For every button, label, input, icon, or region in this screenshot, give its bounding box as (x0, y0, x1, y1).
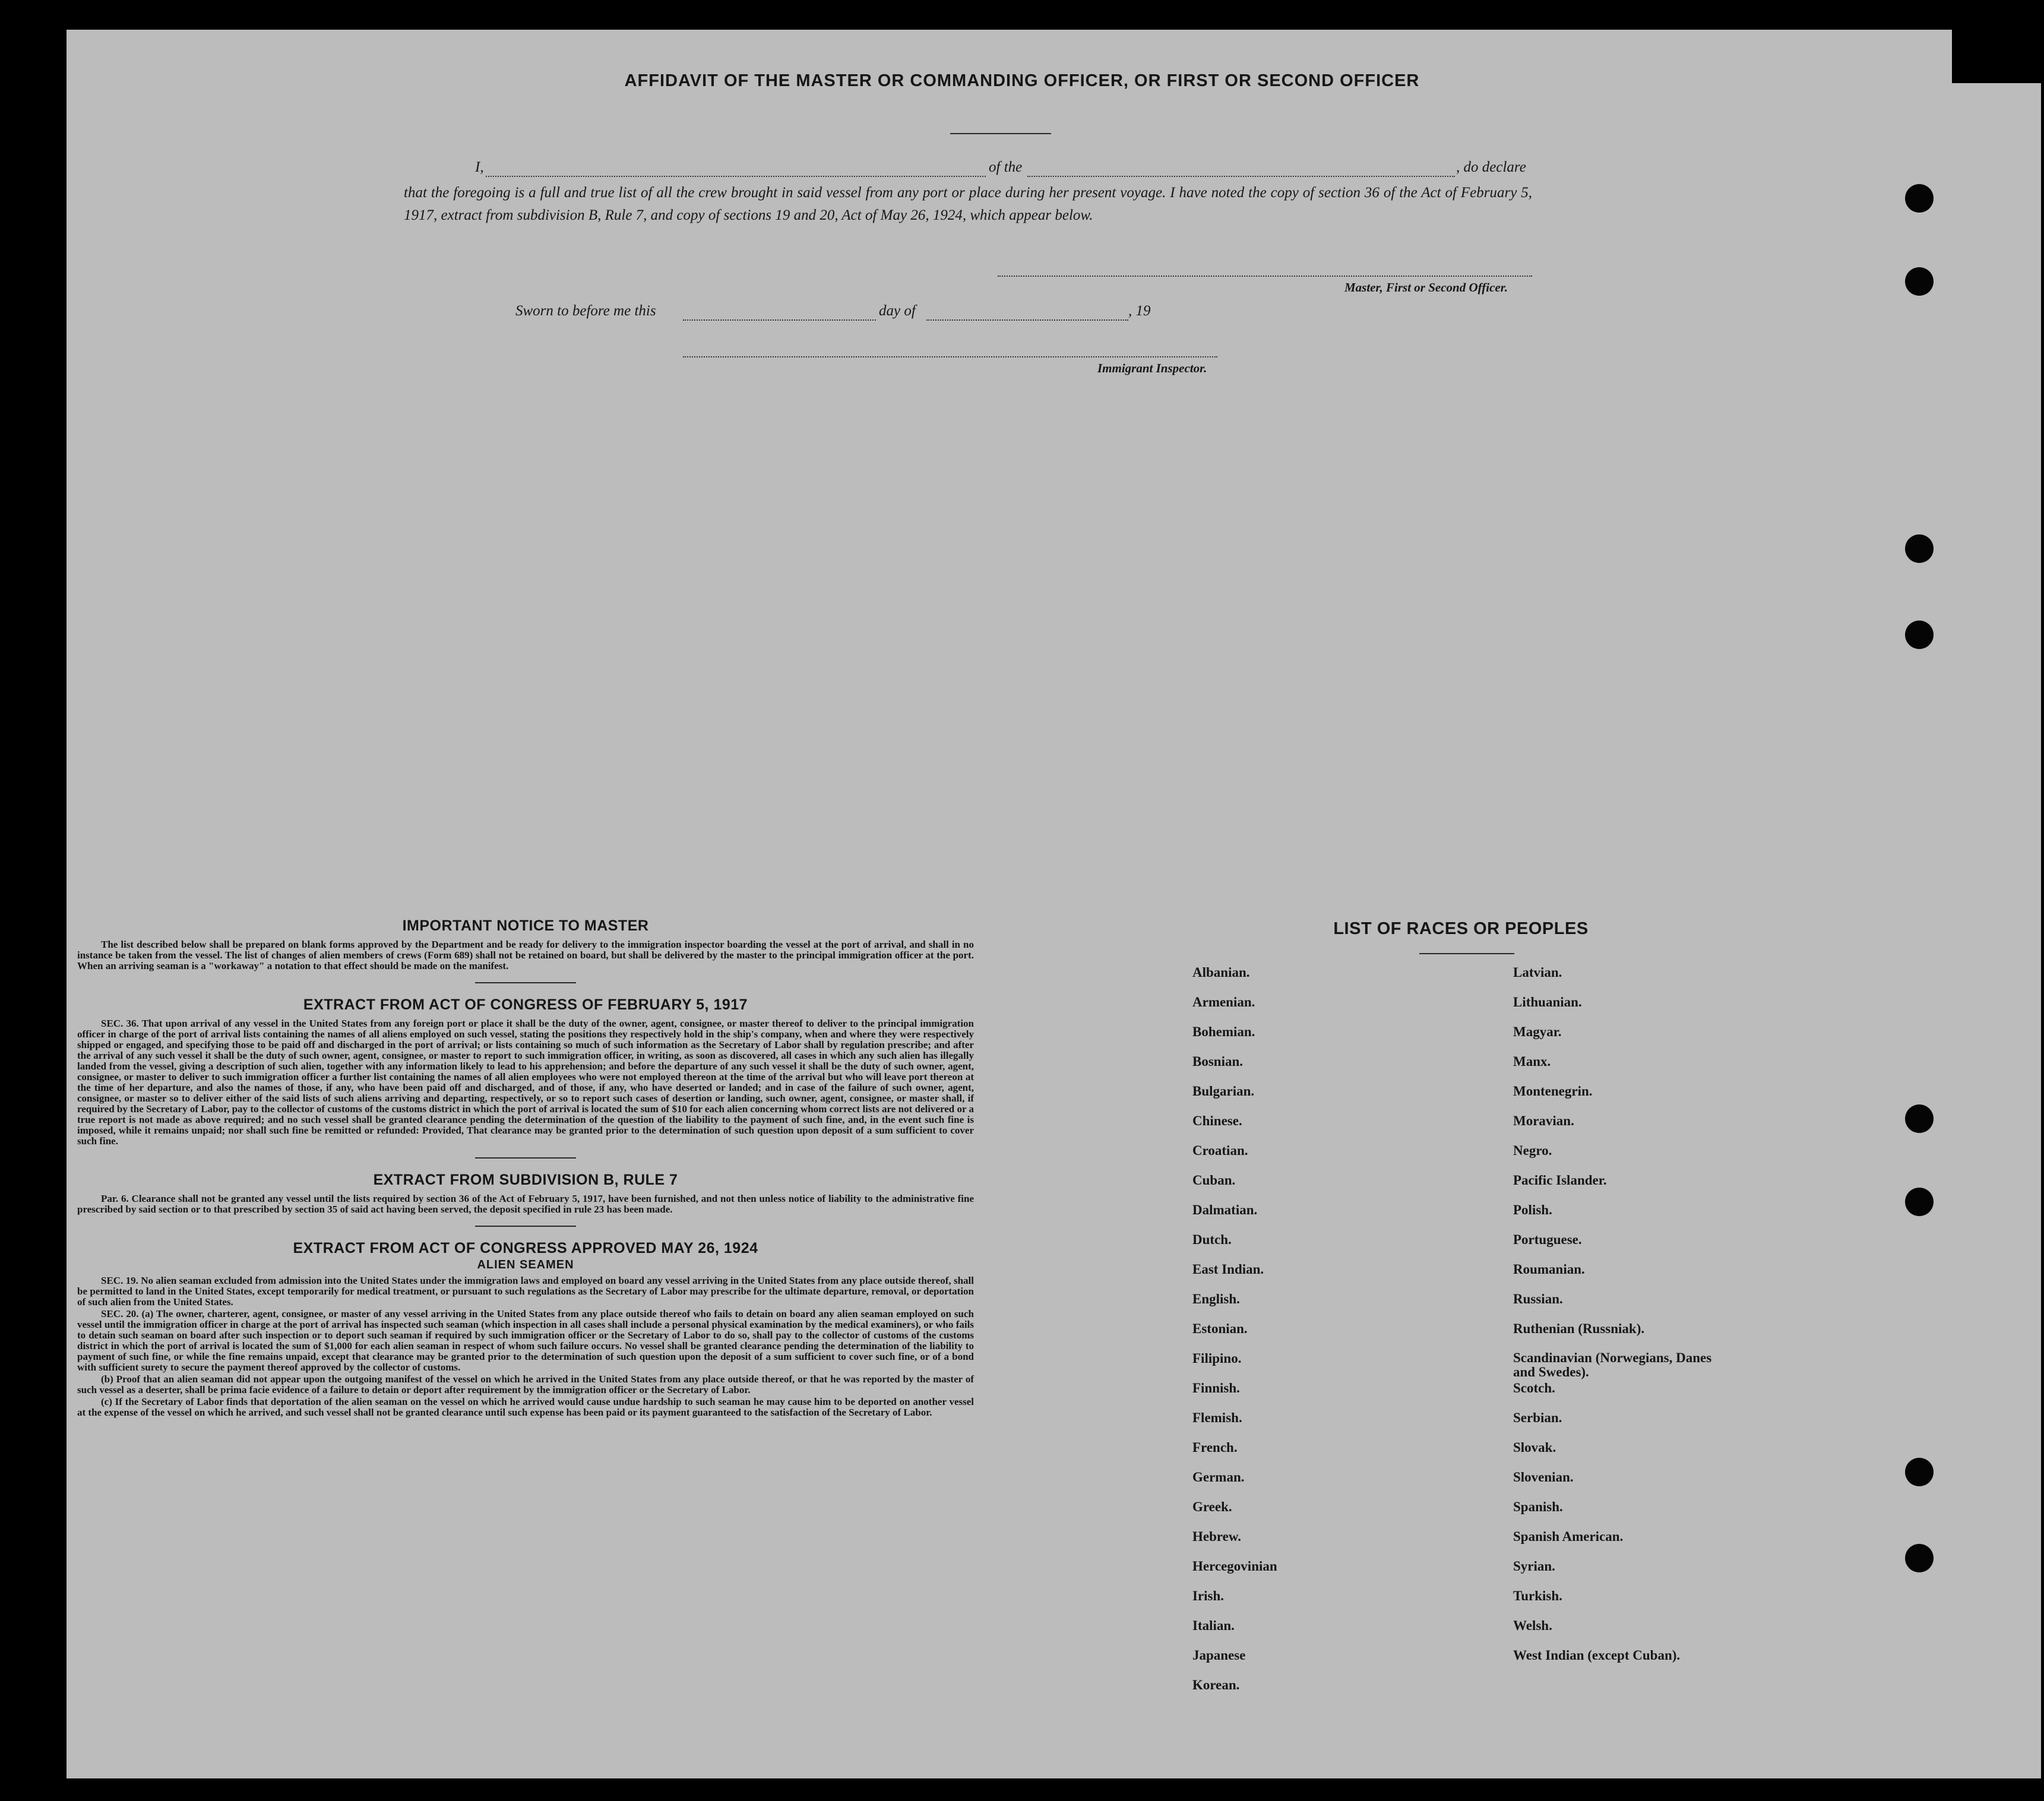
affidavit-i-label: I, (475, 159, 484, 175)
punch-hole (1905, 267, 1934, 296)
race-item: Japanese (1192, 1648, 1246, 1663)
section-separator (475, 1157, 576, 1159)
race-item: Slovak. (1513, 1440, 1556, 1455)
race-item: Manx. (1513, 1054, 1551, 1069)
race-item: West Indian (except Cuban). (1513, 1648, 1681, 1663)
punch-hole (1905, 621, 1934, 649)
notices-column (77, 917, 974, 1419)
punch-hole (1905, 184, 1934, 213)
extract-rule7-text: Par. 6. Clearance shall not be granted any vessel until the lists required by section 36 of the Act of February 5, 1917, have been furnished, and not then unless notice of liability to the administrative fine prescribed by said section or to that prescribed by section 35 of said act having been served, the deposit specified in rule 23 has been made. (77, 1193, 974, 1215)
notice-to-master (77, 917, 974, 971)
race-item: Negro. (1513, 1143, 1552, 1158)
race-item: Dutch. (1192, 1232, 1232, 1247)
extract-1917-title: EXTRACT FROM ACT OF CONGRESS OF FEBRUARY 5, 1917 (303, 996, 748, 1013)
race-item: Polish. (1513, 1202, 1552, 1217)
race-item: Greek. (1192, 1499, 1232, 1514)
race-item: Hebrew. (1192, 1529, 1241, 1544)
race-item: Portuguese. (1513, 1232, 1582, 1247)
race-item: Latvian. (1513, 965, 1562, 980)
master-signature-label: Master, First or Second Officer. (1344, 280, 1508, 295)
race-item: Armenian. (1192, 995, 1255, 1009)
race-item: Montenegrin. (1513, 1084, 1593, 1099)
extract-rule7-title: EXTRACT FROM SUBDIVISION B, RULE 7 (373, 1172, 678, 1188)
race-item: Spanish American. (1513, 1529, 1624, 1544)
master-signature-field[interactable] (998, 276, 1532, 277)
extract-1924 (77, 1240, 974, 1418)
extract-1924-sec20a: SEC. 20. (a) The owner, charterer, agent, consignee, or master of any vessel arriving in the United States from any place outside thereof who fails to detain on board any alien seaman employed on such vessel until the immigration officer in charge at the port of arrival has inspected such seaman (which inspection in all cases shall include a personal physical examination by the medical examiners), or who fails to detain such seaman on board after such inspection or to deport such seaman if required by such immigration officer or the Secretary of Labor to do so, shall pay to the collector of customs of the customs district in which the port of arrival is located the sum of $1,000 for each alien seaman in respect of whom such failure occurs. No vessel shall be granted clearance pending the determination of the liability to payment of such fine, or while the fine remains unpaid, except that clearance may be granted prior to the determination of such question upon the deposit of a sum sufficient to cover such fine, or of a bond with sufficient surety to secure the payment thereof approved by the collector of customs. (77, 1308, 974, 1373)
race-item: Roumanian. (1513, 1262, 1585, 1277)
race-item: Irish. (1192, 1588, 1224, 1603)
race-item: German. (1192, 1470, 1245, 1485)
extract-rule7 (77, 1172, 974, 1215)
race-item: English. (1192, 1292, 1240, 1306)
race-item: Ruthenian (Russniak). (1513, 1321, 1645, 1336)
sworn-month-field[interactable] (926, 319, 1128, 321)
inspector-signature-field[interactable] (683, 356, 1217, 357)
race-item: Bosnian. (1192, 1054, 1244, 1069)
title-rule (950, 133, 1051, 134)
race-item: Cuban. (1192, 1173, 1236, 1188)
affidavit-text: that the foregoing is a full and true list of all the crew brought in said vessel from any port or place during her present voyage. I have noted the copy of section 36 of the Act of February 5, 1917, extract from subdivision B, Rule 7, and copy of sections 19 and 20, Act of May 26, 1924, which appear below. (404, 185, 1532, 223)
races-title: LIST OF RACES OR PEOPLES (1333, 919, 1589, 938)
vessel-field[interactable] (1027, 176, 1455, 177)
punch-hole (1905, 1458, 1934, 1486)
race-item: Filipino. (1192, 1351, 1242, 1366)
race-item: Slovenian. (1513, 1470, 1574, 1485)
section-separator (475, 982, 576, 983)
race-item: Estonian. (1192, 1321, 1248, 1336)
notice-master-text: The list described below shall be prepared on blank forms approved by the Department and be ready for delivery to the immigration inspector boarding the vessel at the port of arrival, and shall in no instance be taken from the vessel. The list of changes of alien members of crews (Form 689) shall not be retained on board, but shall be delivered by the master to the principal immigration officer at the port. When an arriving seaman is a "workaway" a notation to that effect should be made on the manifest. (77, 939, 974, 971)
affidavit-body (404, 182, 1532, 227)
day-of-label: day of (879, 303, 916, 319)
race-item: Finnish. (1192, 1381, 1240, 1395)
race-item: Chinese. (1192, 1113, 1242, 1128)
extract-1924-sec19: SEC. 19. No alien seaman excluded from admission into the United States under the immigration laws and employed on board any vessel arriving in the United States from any place outside thereof, shall be permitted to land in the United States, except temporarily for medical treatment, or pursuant to such regulations as the Secretary of Labor may prescribe for the ultimate departure, removal, or deportation of such alien from the United States. (77, 1275, 974, 1308)
notice-master-title: IMPORTANT NOTICE TO MASTER (402, 917, 649, 934)
name-field[interactable] (486, 176, 986, 177)
extract-1917-text: SEC. 36. That upon arrival of any vessel in the United States from any foreign port or place it shall be the duty of the owner, agent, consignee, or master thereof to deliver to the principal immigration officer in charge of the port of arrival lists containing the names of all aliens employed on such vessel, stating the positions they respectively hold in the ship's company, when and where they were respectively shipped or engaged, and specifying those to be paid off and discharged in the port of arrival; or lists containing so much of such information as the Secretary of Labor shall by regulation prescribe; and after the arrival of any such vessel it shall be the duty of such owner, agent, consignee, or master to report to such immigration officer, in writing, as soon as discovered, all cases in which any such alien has illegally landed from the vessel, giving a description of such alien, together with any information likely to lead to his apprehension; and before the departure of any such vessel it shall be the duty of such owner, agent, consignee, or master to deliver to such immigration officer a further list containing the names of all alien employees who were not employed thereon at the time of the arrival but who will leave port thereon at the time of her departure, and also the names of those, if any, who have been paid off and discharged, and of those, if any, who have deserted or landed; and in case of the failure of such owner, agent, consignee, or master so to deliver either of the said lists of such aliens arriving and departing, respectively, or so to report such cases of desertion or landing, such owner, agent, consignee, or master shall, if required by the Secretary of Labor, pay to the collector of customs of the customs district in which the port of arrival is located the sum of $10 for each alien concerning whom correct lists are not delivered or a true report is not made as above required; and no such vessel shall be granted clearance pending the determination of the question of the liability to the payment of such fine, and, in the event such fine is imposed, while it remains unpaid; nor shall such fine be remitted or refunded: Provided, That clearance may be granted prior to the determination of such question upon deposit of a sum sufficient to cover such fine. (77, 1018, 974, 1147)
race-item: Scandinavian (Norwegians, Danes and Swedes). (1513, 1350, 1712, 1379)
year-label: , 19 (1128, 303, 1151, 319)
extract-1924-title: EXTRACT FROM ACT OF CONGRESS APPROVED MAY 26, 1924 (293, 1240, 758, 1256)
race-item: Syrian. (1513, 1559, 1555, 1574)
race-item: Lithuanian. (1513, 995, 1582, 1009)
race-item: Welsh. (1513, 1618, 1552, 1633)
sworn-label: Sworn to before me this (515, 303, 656, 319)
extract-1924-sec20b: (b) Proof that an alien seaman did not appear upon the outgoing manifest of the vessel on which he arrived in the United States from any place outside thereof, or that he was reported by the master of such vessel as a deserter, shall be prima facie evidence of a failure to detain or deport after requirement by the immigration officer or the Secretary of Labor. (77, 1373, 974, 1395)
race-item: East Indian. (1192, 1262, 1264, 1277)
race-item: Korean. (1192, 1677, 1240, 1692)
inspector-signature-label: Immigrant Inspector. (1097, 361, 1207, 375)
race-item: Albanian. (1192, 965, 1250, 980)
sworn-day-field[interactable] (683, 319, 876, 321)
section-separator (475, 1226, 576, 1227)
race-item: Magyar. (1513, 1024, 1562, 1039)
races-right-column (1513, 965, 1715, 1677)
extract-1917 (77, 996, 974, 1147)
extract-1924-sec20c: (c) If the Secretary of Labor finds that deportation of the alien seaman on the vessel on which he arrived would cause undue hardship to such seaman he may cause him to be deported on another vessel at the expense of the vessel on which he arrived, and such vessel shall not be granted clearance until such expense has been paid or its payment guaranteed to the satisfaction of the Secretary of Labor. (77, 1396, 974, 1418)
race-item: Moravian. (1513, 1113, 1574, 1128)
punch-hole (1905, 534, 1934, 563)
race-item: Russian. (1513, 1292, 1563, 1306)
affidavit-title: AFFIDAVIT OF THE MASTER OR COMMANDING OFFICER, OR FIRST OR SECOND OFFICER (624, 71, 1420, 90)
extract-1924-subtitle: ALIEN SEAMEN (477, 1258, 574, 1271)
race-item: Italian. (1192, 1618, 1235, 1633)
races-left-column (1192, 965, 1466, 1707)
affidavit-declare-label: , do declare (1456, 159, 1526, 175)
punch-hole (1905, 1544, 1934, 1572)
race-item: Bohemian. (1192, 1024, 1255, 1039)
race-item: French. (1192, 1440, 1238, 1455)
race-item: Pacific Islander. (1513, 1173, 1607, 1188)
punch-hole (1905, 1104, 1934, 1133)
race-item: Turkish. (1513, 1588, 1562, 1603)
race-item: Spanish. (1513, 1499, 1563, 1514)
races-title-rule (1419, 953, 1514, 954)
race-item: Scotch. (1513, 1381, 1555, 1395)
race-item: Croatian. (1192, 1143, 1248, 1158)
race-item: Flemish. (1192, 1410, 1242, 1425)
race-item: Dalmatian. (1192, 1202, 1258, 1217)
race-item: Hercegovinian (1192, 1559, 1277, 1574)
race-item: Serbian. (1513, 1410, 1562, 1425)
race-item: Bulgarian. (1192, 1084, 1255, 1099)
punch-hole (1905, 1188, 1934, 1216)
affidavit-of-the-label: of the (989, 159, 1023, 175)
